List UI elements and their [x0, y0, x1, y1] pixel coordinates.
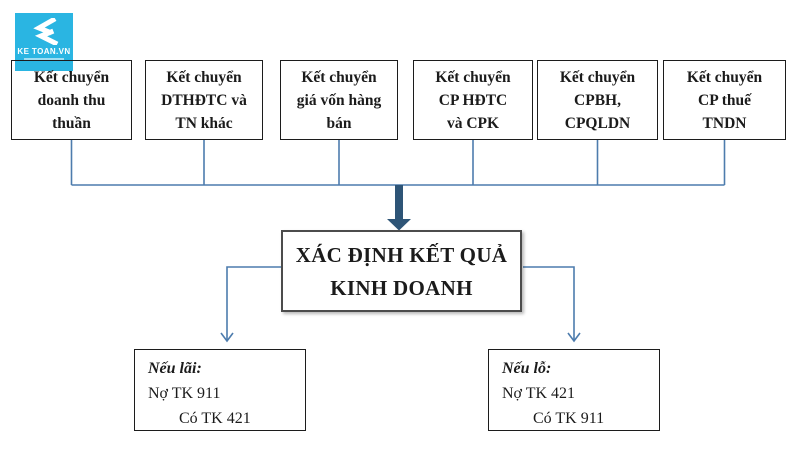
bus-lines: [72, 140, 725, 185]
box-line: giá vốn hàng: [296, 92, 382, 109]
logo-wordmark: KE TOAN.VN: [17, 47, 71, 56]
box-line: Kết chuyển: [435, 69, 511, 86]
box-line: Kết chuyển: [559, 69, 636, 86]
loss-credit-entry: Có TK 911: [533, 410, 605, 427]
box-line: CP thuế: [698, 92, 751, 109]
box-line: bán: [326, 115, 352, 132]
box-financial-income-transfer: [145, 60, 263, 140]
profit-case-title: Nếu lãi:: [148, 360, 202, 377]
box-financial-expense-transfer: [413, 60, 533, 140]
box-line: Kết chuyển: [33, 69, 110, 86]
box-line: Kết chuyển: [301, 69, 377, 86]
box-line: CPBH,: [574, 92, 621, 109]
box-line: TNDN: [702, 115, 747, 132]
profit-branch-line: [227, 267, 281, 340]
box-line: doanh thu: [37, 92, 106, 109]
box-line: TN khác: [175, 115, 233, 132]
loss-case-title: Nếu lỗ:: [502, 360, 552, 377]
main-down-arrow: [387, 185, 411, 231]
box-line: Kết chuyển: [686, 69, 763, 86]
center-box-line: XÁC ĐỊNH KẾT QUẢ: [295, 243, 508, 267]
box-line: DTHĐTC và: [161, 92, 247, 109]
box-cogs-transfer: [280, 60, 398, 140]
box-profit-case: [134, 349, 306, 431]
profit-debit-entry: Nợ TK 911: [148, 385, 221, 402]
box-business-result: [281, 230, 522, 312]
box-loss-case: [488, 349, 660, 431]
loss-branch-line: [523, 267, 574, 340]
box-selling-admin-expense-transfer: [537, 60, 658, 140]
box-line: CPQLDN: [564, 115, 631, 132]
box-net-revenue-transfer: [11, 60, 132, 140]
box-cit-expense-transfer: [663, 60, 786, 140]
box-line: thuần: [52, 115, 91, 132]
box-line: và CPK: [446, 115, 500, 132]
profit-credit-entry: Có TK 421: [179, 410, 251, 427]
box-line: Kết chuyển: [166, 69, 242, 86]
center-box-line: KINH DOANH: [330, 276, 473, 300]
box-line: CP HĐTC: [438, 92, 508, 109]
loss-debit-entry: Nợ TK 421: [502, 385, 576, 402]
